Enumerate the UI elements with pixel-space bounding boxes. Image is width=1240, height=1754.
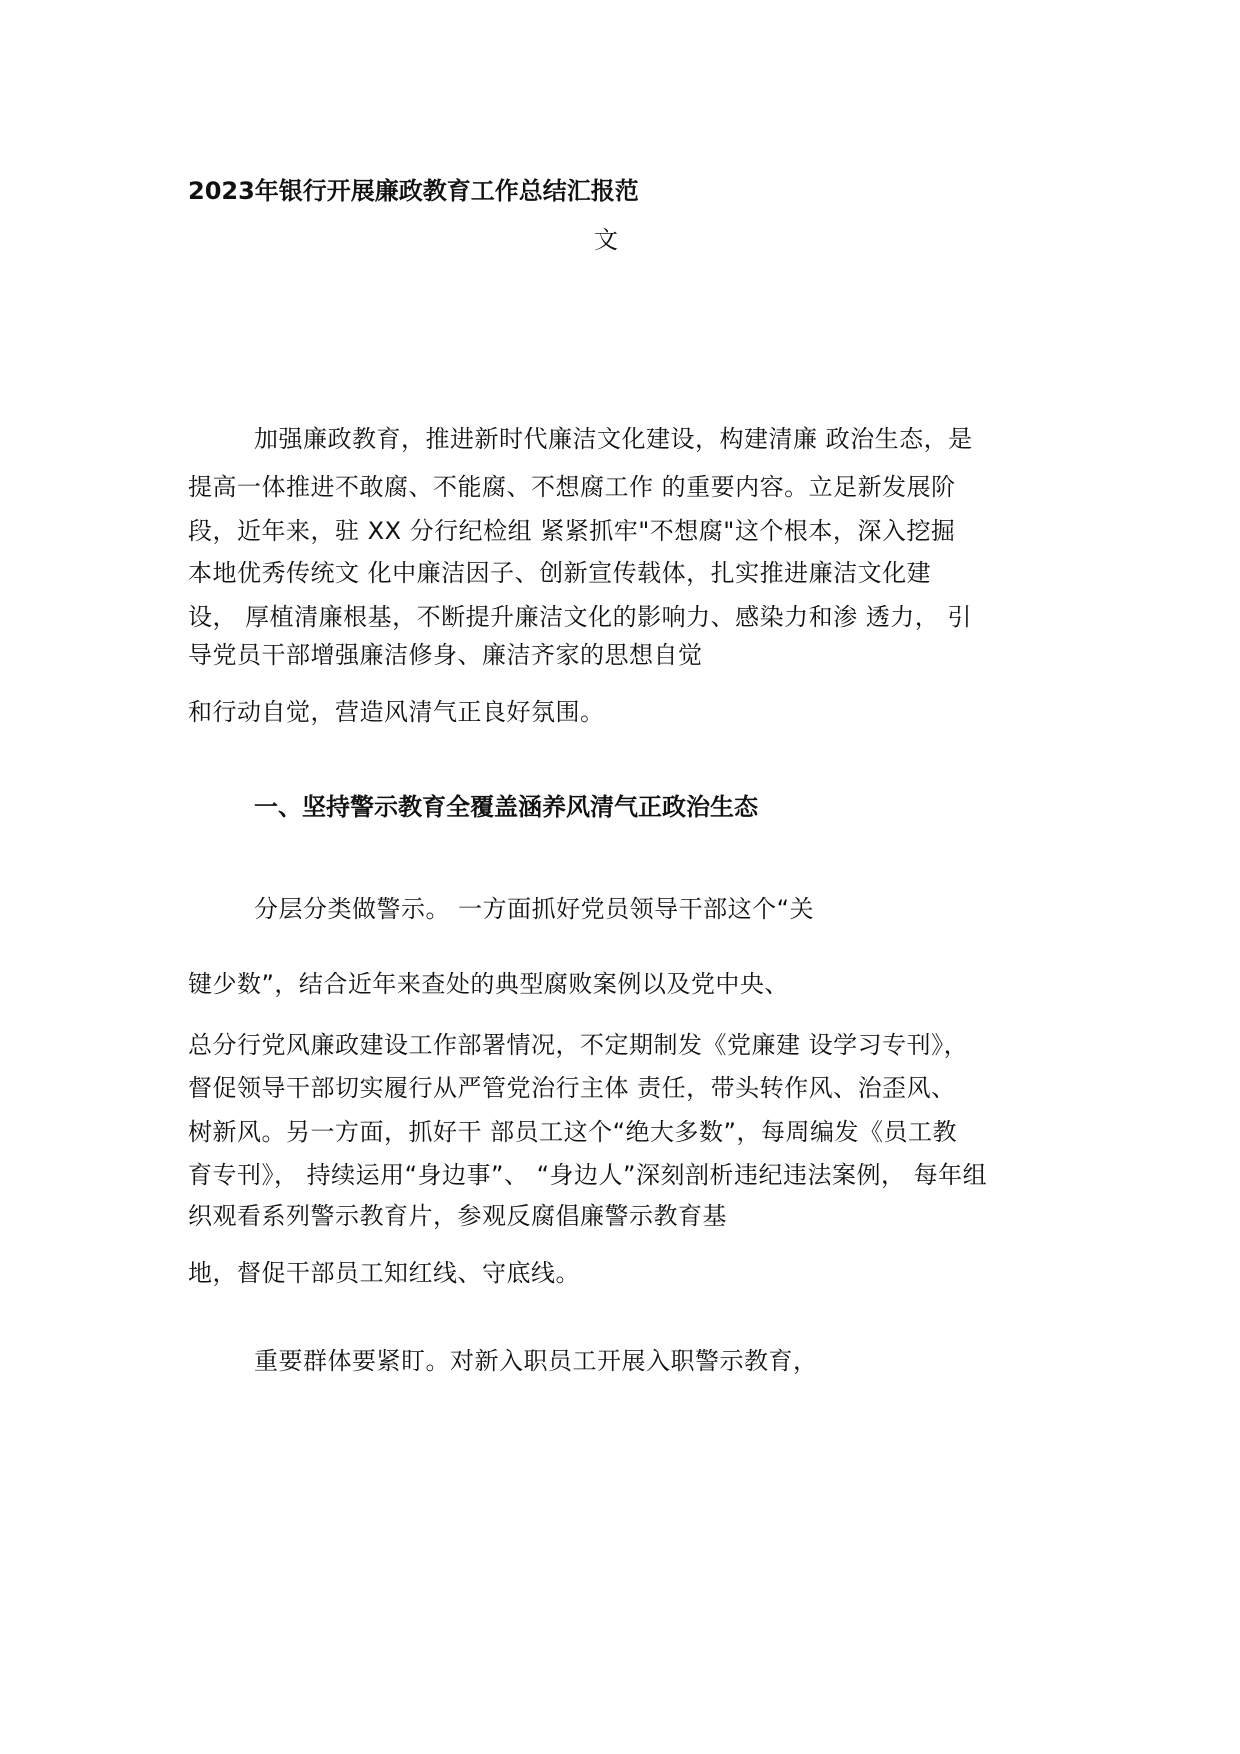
section1-line-8: 地，督促干部员工知红线、守底线。 (188, 1259, 580, 1287)
section1-line-7: 织观看系列警示教育片，参观反腐倡廉警示教育基 (188, 1202, 727, 1230)
section1-line-9: 重要群体要紧盯。对新入职员工开展入职警示教育， (254, 1347, 818, 1375)
section1-line-2: 键少数”，结合近年来查处的典型腐败案例以及党中央、 (188, 970, 789, 998)
intro-line-6: 导党员干部增强廉洁修身、廉洁齐家的思想自觉 (188, 641, 703, 669)
intro-line-7: 和行动自觉，营造风清气正良好氛围。 (188, 698, 605, 726)
section1-line-1: 分层分类做警示。 一方面抓好党员领导干部这个“关 (254, 895, 815, 923)
intro-line-3: 段，近年来，驻 XX 分行纪检组 紧紧抓牢"不想腐"这个根本，深入挖掘 (188, 517, 956, 545)
section1-line-3: 总分行党风廉政建设工作部署情况，不定期制发《党廉建 设学习专刊》， (188, 1031, 969, 1059)
intro-line-2: 提高一体推进不敢腐、不能腐、不想腐工作 的重要内容。立足新发展阶 (188, 473, 956, 501)
intro-line-5: 设， 厚植清廉根基，不断提升廉洁文化的影响力、感染力和渗 透力， 引 (188, 603, 972, 631)
document-title: 2023年银行开展廉政教育工作总结汇报范 (188, 177, 639, 205)
section1-line-5: 树新风。另一方面，抓好干 部员工这个“绝大多数”，每周编发《员工教 (188, 1118, 957, 1146)
intro-line-4: 本地优秀传统文 化中廉洁因子、创新宣传载体，扎实推进廉洁文化建 (188, 559, 932, 587)
intro-line-1: 加强廉政教育，推进新时代廉洁文化建设，构建清廉 政治生态，是 (254, 425, 973, 453)
section1-line-6: 育专刊》， 持续运用“身边事”、 “身边人”深刻剖析违纪违法案例， 每年组 (188, 1161, 988, 1189)
section1-line-4: 督促领导干部切实履行从严管党治行主体 责任，带头转作风、治歪风、 (188, 1074, 956, 1102)
document-title-continuation: 文 (594, 226, 618, 254)
section1-heading: 一、坚持警示教育全覆盖涵养风清气正政治生态 (254, 793, 758, 821)
